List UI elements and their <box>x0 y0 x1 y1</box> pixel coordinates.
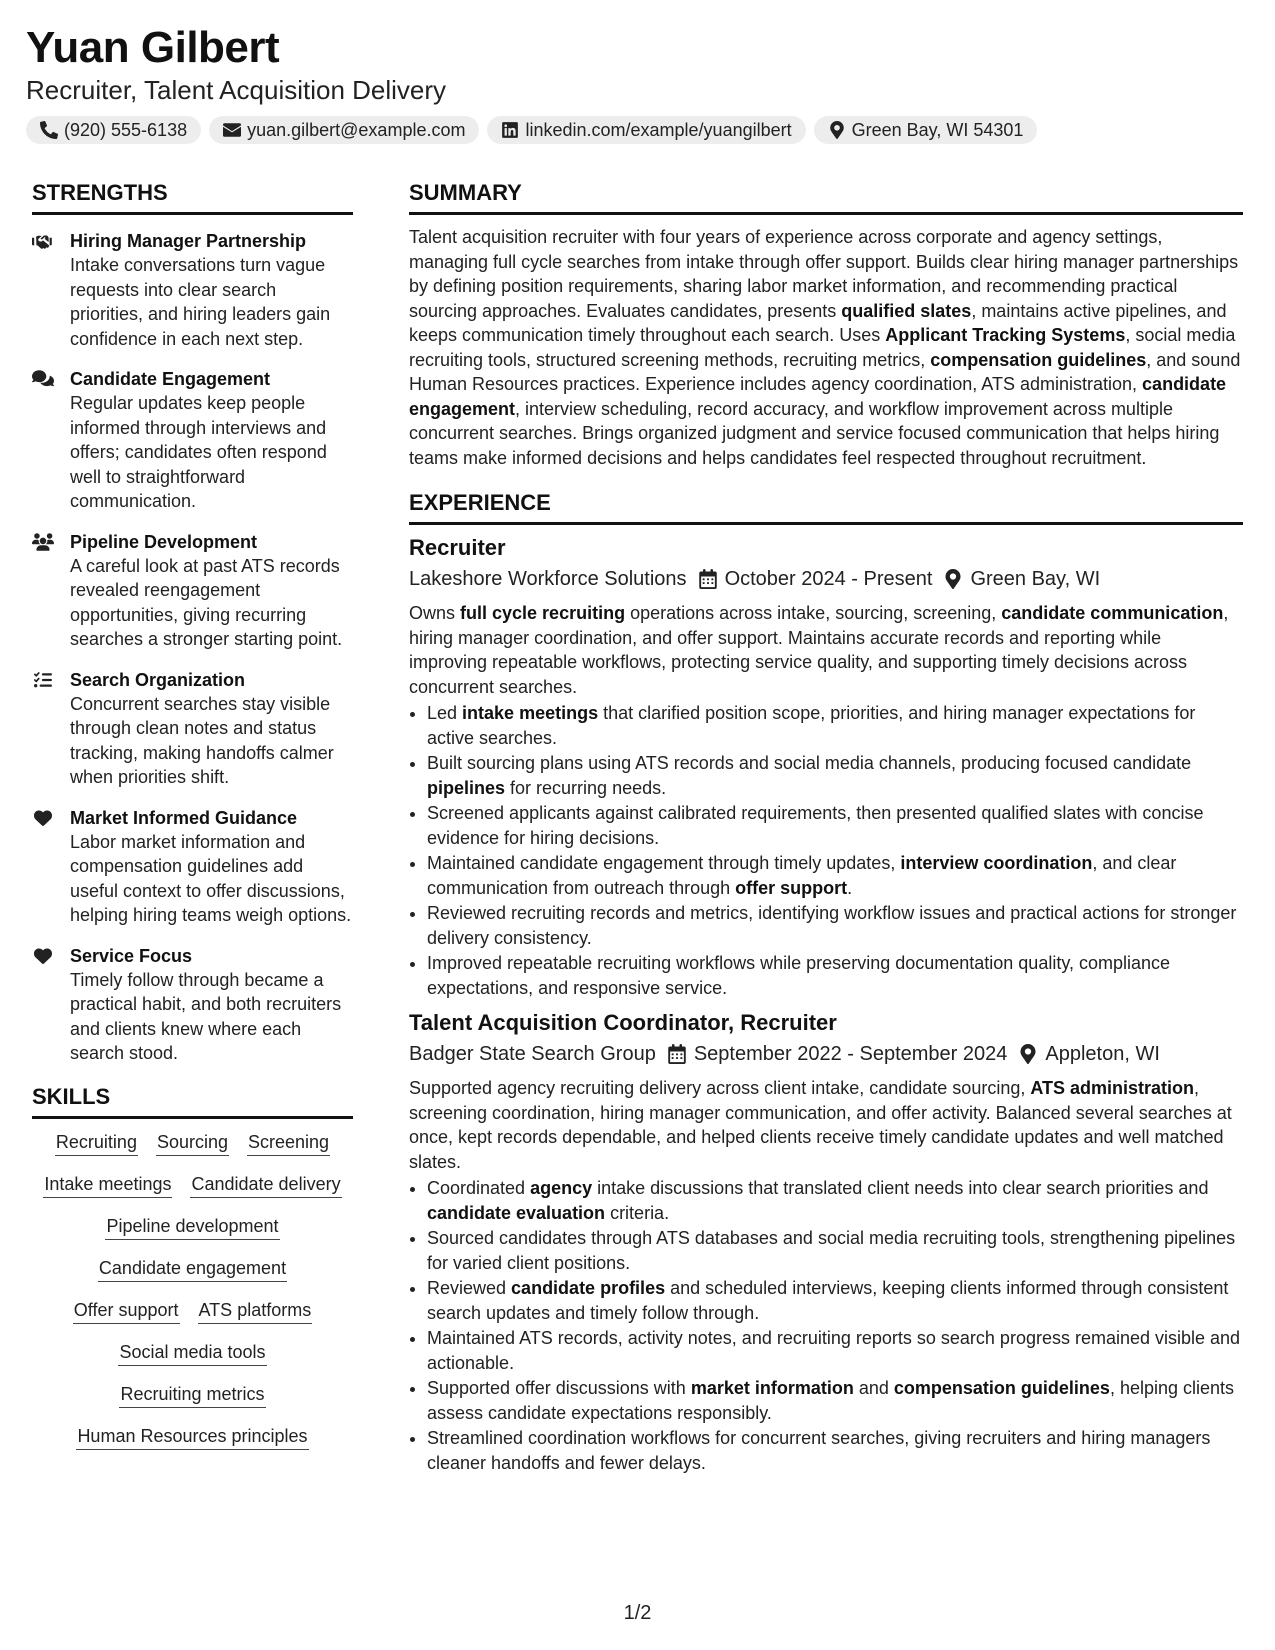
strength-title: Service Focus <box>70 945 193 966</box>
strengths-heading: STRENGTHS <box>32 178 353 215</box>
envelope-icon <box>223 121 241 139</box>
contact-bar <box>26 116 1249 144</box>
skill-row <box>119 1381 265 1408</box>
strength-item <box>32 668 353 790</box>
keyword-highlight: candidate communication <box>1001 603 1224 623</box>
strength-item <box>32 806 353 928</box>
contact-phone[interactable] <box>26 116 201 144</box>
skill-tag: Screening <box>247 1129 330 1156</box>
keyword-highlight: intake meetings <box>462 703 599 723</box>
job-bullet: • Maintained candidate engagement through timely updates, interview coordination, and clear communication from outreach through offer support. <box>427 851 1243 900</box>
keyword-highlight: pipelines <box>427 777 506 798</box>
job-company: Lakeshore Workforce Solutions <box>409 568 687 590</box>
strength-item <box>32 229 353 351</box>
job-bullet: • Streamlined coordination workflows for concurrent searches, giving recruiters and hiring managers cleaner handoffs and fewer delays. <box>427 1426 1243 1475</box>
linkedin-icon <box>501 121 519 139</box>
phone-icon <box>40 121 58 139</box>
contact-location-text: Green Bay, WI 54301 <box>851 119 1024 140</box>
skill-tag: Social media tools <box>118 1339 266 1366</box>
contact-email[interactable] <box>209 116 479 144</box>
contact-location <box>814 116 1038 144</box>
skills-section <box>32 1082 353 1450</box>
keyword-highlight: compensation guidelines <box>930 349 1147 370</box>
resume-header <box>26 22 1249 144</box>
skill-tag: Pipeline development <box>105 1213 279 1240</box>
skill-tag: Candidate delivery <box>190 1171 341 1198</box>
keyword-highlight: interview coordination <box>900 853 1093 873</box>
job-description: Owns full cycle recruiting operations across intake, sourcing, screening, candidate communication, hiring manager coordination, and offer support. Maintains accurate records and reporting while improving repeatable workflows, protecting service quality, and supporting timely decisions across concurrent searches. <box>409 603 1229 697</box>
job-location: Green Bay, WI <box>970 568 1101 590</box>
summary-heading: SUMMARY <box>409 178 1243 215</box>
job-meta <box>409 565 1243 593</box>
job-entry <box>409 1008 1243 1475</box>
strength-desc: Labor market information and compensation guidelines add useful context to offer discussions, helping hiring teams weigh options. <box>70 831 352 925</box>
map-pin-icon <box>828 121 846 139</box>
job-entry <box>409 533 1243 1000</box>
list-check-icon <box>32 671 54 689</box>
strengths-list <box>32 229 353 1066</box>
keyword-highlight: Applicant Tracking Systems <box>885 325 1126 345</box>
summary-text: Talent acquisition recruiter with four years of experience across corporate and agency settings, managing full cycle searches from intake through offer support. Builds clear hiring manager partnerships by defining position requirements, sharing labor market information, and recommending practical sourcing approaches. Evaluates candidates, presents qualified slates, maintains active pipelines, and keeps communication timely throughout each search. Uses Applicant Tracking Systems, social media recruiting tools, structured screening methods, recruiting metrics, compensation guidelines, and sound Human Resources practices. Experience includes agency coordination, ATS administration, candidate engagement, interview scheduling, record accuracy, and workflow improvement across multiple concurrent searches. Brings organized judgment and service focused communication that helps hiring teams make informed decisions and helps candidates feel respected throughout recruitment. <box>409 227 1241 468</box>
strength-item <box>32 530 353 652</box>
job-bullets <box>409 701 1243 1000</box>
skills-list <box>32 1129 353 1450</box>
strength-title: Search Organization <box>70 669 246 690</box>
contact-phone-text: (920) 555-6138 <box>64 119 188 140</box>
job-bullet: • Reviewed recruiting records and metrics, identifying workflow issues and practical actions for stronger delivery consistency. <box>427 901 1243 950</box>
skill-tag: Candidate engagement <box>98 1255 287 1282</box>
strength-item <box>32 944 353 1066</box>
keyword-highlight: agency <box>530 1178 593 1198</box>
keyword-highlight: compensation guidelines <box>893 1378 1110 1398</box>
strength-title: Hiring Manager Partnership <box>70 231 307 251</box>
contact-linkedin[interactable] <box>487 116 805 144</box>
strength-title: Market Informed Guidance <box>70 807 298 828</box>
job-location: Appleton, WI <box>1045 1043 1160 1065</box>
skill-row <box>55 1129 330 1156</box>
keyword-highlight: offer support <box>735 877 848 898</box>
skill-tag: Intake meetings <box>43 1171 172 1198</box>
job-bullet: • Sourced candidates through ATS databases and social media recruiting tools, strengthening pipelines for varied client positions. <box>427 1226 1243 1275</box>
job-bullet: • Reviewed candidate profiles and scheduled interviews, keeping clients informed through consistent search updates and timely follow through. <box>427 1276 1243 1325</box>
job-bullets <box>409 1176 1243 1475</box>
job-bullet: • Improved repeatable recruiting workflows while preserving documentation quality, compliance expectations, and responsive service. <box>427 951 1243 1000</box>
job-title: Recruiter <box>409 535 506 560</box>
strength-desc: Concurrent searches stay visible through clean notes and status tracking, making handoffs calmer when priorities shift. <box>70 693 334 787</box>
job-bullet: • Led intake meetings that clarified position scope, priorities, and hiring manager expectations for active searches. <box>427 701 1243 750</box>
contact-linkedin-text: linkedin.com/example/yuangilbert <box>525 119 792 140</box>
calendar-icon <box>699 569 717 589</box>
map-pin-icon <box>1019 1044 1037 1064</box>
skill-tag: Sourcing <box>156 1129 229 1156</box>
strength-desc: Intake conversations turn vague requests into clear search priorities, and hiring leaders gain confidence in each next step. <box>70 255 331 349</box>
keyword-highlight: ATS administration <box>1030 1078 1195 1098</box>
strength-desc: A careful look at past ATS records revealed reengagement opportunities, giving recurring searches a stronger starting point. <box>70 555 343 649</box>
strength-desc: Timely follow through became a practical habit, and both recruiters and clients knew where each search stood. <box>70 969 342 1063</box>
keyword-highlight: candidate engagement <box>409 374 1227 419</box>
calendar-icon <box>668 1044 686 1064</box>
skill-tag: Offer support <box>73 1297 180 1324</box>
job-meta <box>409 1040 1243 1068</box>
candidate-name: Yuan Gilbert <box>26 23 280 72</box>
skills-heading: SKILLS <box>32 1082 353 1119</box>
contact-email-text: yuan.gilbert@example.com <box>247 119 466 140</box>
skill-tag: Human Resources principles <box>76 1423 308 1450</box>
keyword-highlight: full cycle recruiting <box>460 603 626 623</box>
page-number: 1/2 <box>623 1602 652 1624</box>
strength-title: Pipeline Development <box>70 531 258 552</box>
job-dates: October 2024 - Present <box>724 568 933 590</box>
skill-tag: Recruiting <box>55 1129 138 1156</box>
skill-row <box>105 1213 279 1240</box>
job-company: Badger State Search Group <box>409 1043 656 1065</box>
users-icon <box>32 533 54 551</box>
keyword-highlight: candidate evaluation <box>427 1202 606 1223</box>
right-column <box>409 178 1243 1476</box>
skill-row <box>43 1171 341 1198</box>
skill-row <box>118 1339 266 1366</box>
comments-icon <box>32 370 54 388</box>
experience-list <box>409 533 1243 1475</box>
job-dates: September 2022 - September 2024 <box>693 1043 1008 1065</box>
keyword-highlight: qualified slates <box>841 300 972 321</box>
map-pin-icon <box>944 569 962 589</box>
job-bullet: • Built sourcing plans using ATS records and social media channels, producing focused candidate pipelines for recurring needs. <box>427 751 1243 800</box>
job-bullet: • Coordinated agency intake discussions that translated client needs into clear search priorities and candidate evaluation criteria. <box>427 1176 1243 1225</box>
skill-tag: Recruiting metrics <box>119 1381 265 1408</box>
heart-icon <box>32 809 54 827</box>
experience-heading: EXPERIENCE <box>409 488 1243 525</box>
skill-row <box>98 1255 287 1282</box>
left-column <box>32 178 353 1450</box>
candidate-title: Recruiter, Talent Acquisition Delivery <box>26 75 447 105</box>
heart-icon <box>32 947 54 965</box>
job-bullet: • Supported offer discussions with market information and compensation guidelines, helping clients assess candidate expectations responsibly. <box>427 1376 1243 1425</box>
skill-row <box>76 1423 308 1450</box>
strength-desc: Regular updates keep people informed through interviews and offers; candidates often respond well to straightforward communication. <box>70 393 327 511</box>
job-title: Talent Acquisition Coordinator, Recruiter <box>409 1010 837 1035</box>
strength-item <box>32 367 353 514</box>
skill-tag: ATS platforms <box>198 1297 313 1324</box>
strength-title: Candidate Engagement <box>70 369 271 389</box>
job-bullet: • Screened applicants against calibrated requirements, then presented qualified slates with concise evidence for hiring decisions. <box>427 801 1243 850</box>
keyword-highlight: candidate profiles <box>511 1278 666 1298</box>
keyword-highlight: market information <box>690 1378 854 1398</box>
handshake-icon <box>32 232 54 250</box>
job-description: Supported agency recruiting delivery across client intake, candidate sourcing, ATS administration, screening coordination, hiring manager communication, and offer activity. Balanced several searches at once, kept records dependable, and helped clients receive timely candidate updates and well matched slates. <box>409 1078 1232 1172</box>
skill-row <box>73 1297 312 1324</box>
job-bullet: • Maintained ATS records, activity notes, and recruiting reports so search progress remained visible and actionable. <box>427 1326 1243 1375</box>
